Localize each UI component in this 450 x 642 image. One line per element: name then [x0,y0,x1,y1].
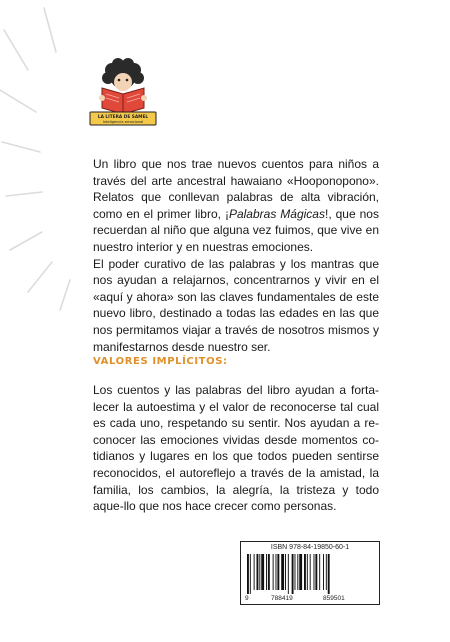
valores-heading: VALORES IMPLÍCITOS: [93,356,228,367]
barcode-bar [254,554,255,590]
isbn-label: ISBN 978-84-19850-60-1 [270,544,350,551]
barcode-bar [297,554,298,590]
barcode-bar [319,554,320,590]
barcode-bar [273,554,274,590]
barcode-bar [299,554,302,590]
barcode-bar [328,554,330,594]
barcode-bar [259,554,260,590]
barcode [240,541,380,605]
barcode-bar [288,554,289,594]
publisher-logo [88,58,158,126]
barcode-bar [247,554,249,594]
logo-banner-line1: LA LITERA DE SAMEL [97,115,149,120]
barcode-bar [323,554,324,590]
barcode-digits-right: 859501 [323,595,345,602]
barcode-bar [295,554,296,590]
barcode-digits-mid: 788419 [271,595,293,602]
description-text-c: El poder curativo de las palabras y los mantras que nos ayudan a relajarnos, concentrarnos y vivir en el «aquí y ahora» son las claves fundamentales de este nuevo libro, destinado a todas las edades en las que nos permitamos viajar a través de nosotros mismos y manifestarnos desde nuestro ser. [93,256,379,354]
barcode-bar [292,554,294,594]
barcode-bar [326,554,327,590]
first-book-title: Palabras Mágicas [228,206,325,221]
barcode-bar [250,554,251,594]
barcode-bar [314,554,315,590]
barcode-bar [307,554,308,590]
barcode-bar [261,554,264,590]
barcode-bar [281,554,284,590]
barcode-bar [310,554,311,590]
barcode-bar [285,554,286,590]
description-paragraph [93,156,379,355]
barcode-digit-left: 9 [245,595,249,602]
barcode-bar [276,554,277,590]
barcode-bar [277,554,279,590]
barcode-bar [257,554,259,590]
barcode-bars [245,554,375,594]
description-text-a: Un libro que nos trae nuevos cuentos para niños a través del arte ancestral hawaiano «Hooponopono». Relatos que conllevan palabras de alta vibración, como en el primer libro, ¡ [93,157,379,221]
barcode-bar [304,554,306,590]
barcode-bar [268,554,270,590]
logo-banner-line2: Inteligencia emocional [102,120,144,125]
description-text-b: !, que nos recuerdan al niño que alguna vez fuimos, que vive en nuestro interior y en nuestras emociones. [93,206,379,254]
valores-paragraph: Los cuentos y las palabras del libro ayudan a forta-lecer la autoestima y el valor de reconocerse tal cual es cada uno, respetando su sentir. Nos ayudan a re-conocer las emociones vividas desde momentos co-tidianos y lugares en los que todos pueden sentirse reconocidos, el autoreflejo a través de la amistad, la familia, los cambios, la alegría, la tristeza y todo aque-llo que nos hace crecer como personas. [93,383,379,514]
barcode-bar [266,554,267,590]
barcode-bar [315,554,317,590]
